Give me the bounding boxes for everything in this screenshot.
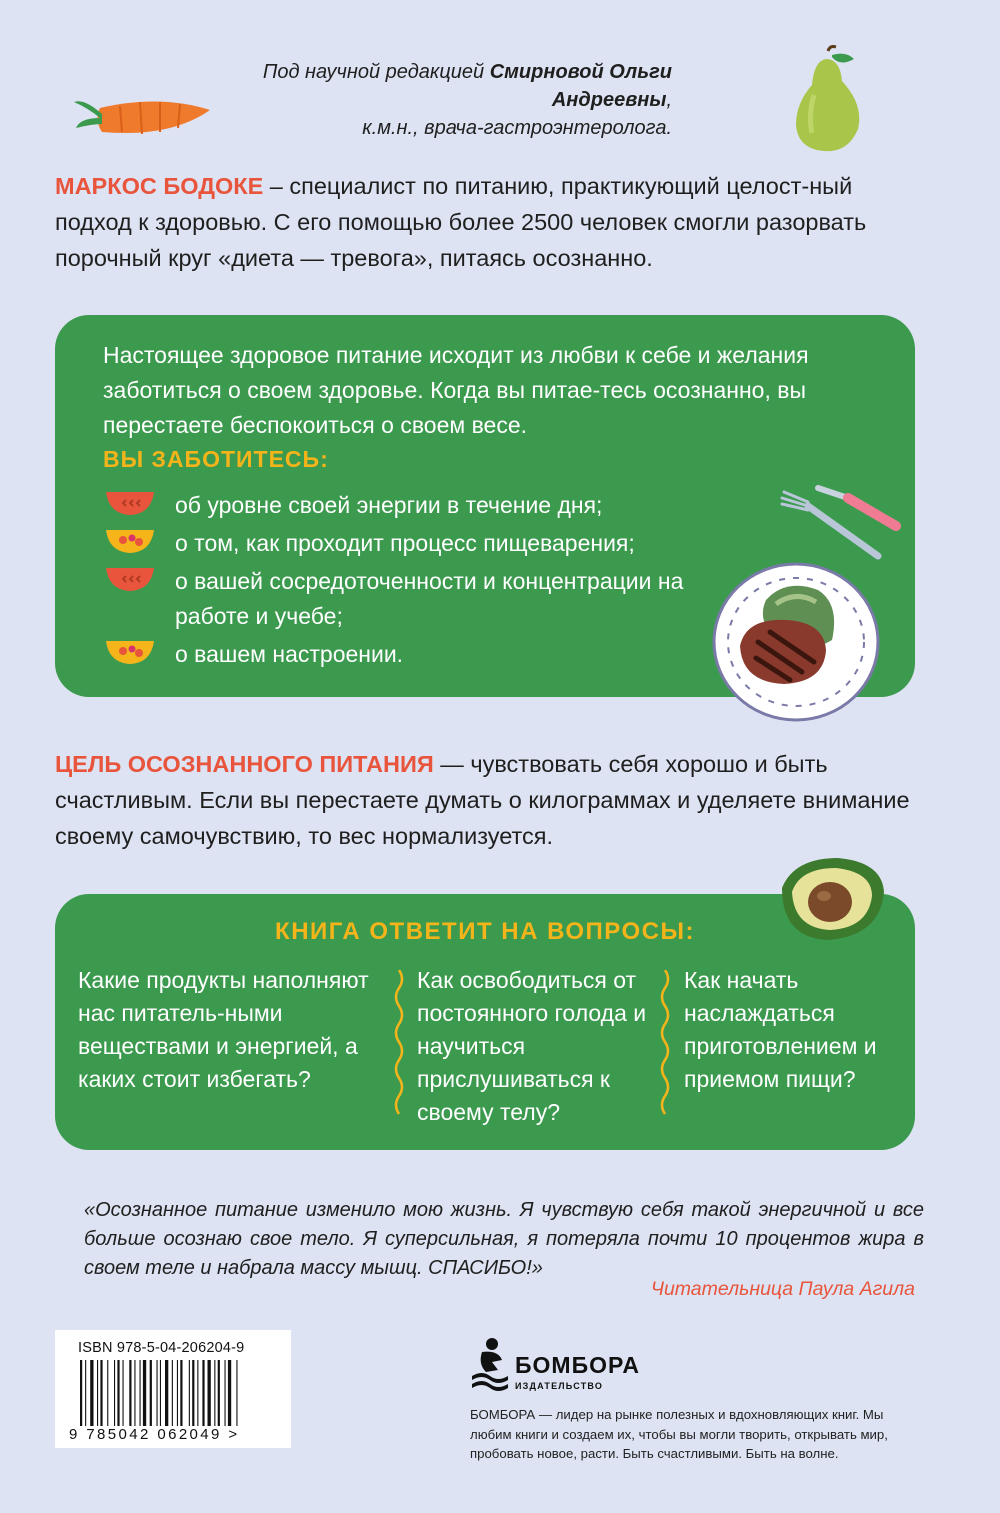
barcode-bar [208, 1360, 211, 1426]
list-item [103, 488, 723, 523]
publisher-subtitle: ИЗДАТЕЛЬСТВО [515, 1381, 604, 1391]
barcode-bar [218, 1360, 220, 1426]
barcode-bar [189, 1360, 190, 1426]
questions-heading: КНИГА ОТВЕТИТ НА ВОПРОСЫ: [275, 918, 695, 945]
review-author: Читательница Паула Агила [650, 1278, 915, 1300]
goal-text: — чувствовать себя хорошо и быть счастливым. Если вы перестаете думать о килограммах и уделяете внимание своему самочувствию, то вес нормализуется. [55, 751, 910, 849]
barcode-bar [214, 1360, 215, 1426]
barcode-bar [180, 1360, 182, 1426]
care-box-text: Настоящее здоровое питание исходит из любви к себе и желания заботиться о своем здоровье. Когда вы питае-тесь осознанно, вы перестаете беспокоиться о своем весе. [103, 342, 809, 438]
question-2: Как освободиться от постоянного голода и научиться прислушиваться к своему телу? [417, 967, 647, 1125]
barcode-bar [129, 1360, 131, 1426]
pear-icon [790, 45, 870, 155]
berry-bowl-icon [105, 528, 155, 554]
list-item [103, 526, 723, 561]
review-quote: «Осознанное питание изменило мою жизнь. Я чувствую себя такой энергичной и все больше осознаю свое тело. Я суперсильная, я потеряла почти 10 процентов жира в своем теле и набрала массу мышц. СПАСИБО!» [84, 1199, 924, 1279]
barcode-bar [160, 1360, 161, 1426]
care-list [103, 488, 723, 672]
editor-name: Смирновой Ольги Андреевны [489, 61, 672, 111]
care-box-heading: ВЫ ЗАБОТИТЕСЬ: [103, 446, 329, 472]
barcode-bar [172, 1360, 173, 1426]
barcode-bar [85, 1360, 86, 1426]
barcode-bar [228, 1360, 231, 1426]
barcode-bar [80, 1360, 82, 1426]
barcode-bar [150, 1360, 152, 1426]
watermelon-bowl-icon [105, 566, 155, 592]
barcode-bar [202, 1360, 204, 1426]
plate-steak-icon [706, 560, 886, 725]
isbn-text: ISBN 978-5-04-206204-9 [78, 1340, 245, 1356]
barcode-bar [192, 1360, 194, 1426]
list-item [103, 564, 723, 634]
wavy-divider [392, 970, 406, 1120]
barcode-bar [97, 1360, 98, 1426]
list-item-text: об уровне своей энергии в течение дня; [175, 492, 603, 518]
goal-paragraph [55, 746, 935, 854]
goal-heading: ЦЕЛЬ ОСОЗНАННОГО ПИТАНИЯ [55, 751, 434, 777]
barcode-bar [197, 1360, 198, 1426]
barcode-image [80, 1360, 276, 1426]
publisher-description: БОМБОРА — лидер на рынке полезных и вдохновляющих книг. Мы любим книги и создаем их, чтобы вы могли творить, открывать мир, пробовать новое, расти. Быть счастливыми. Быть на волне. [470, 1407, 888, 1461]
barcode-bar [123, 1360, 124, 1426]
question-1: Какие продукты наполняют нас питатель-ными веществами и энергией, а каких стоит избегать? [78, 967, 369, 1092]
author-name: МАРКОС БОДОКЕ [55, 173, 264, 199]
barcode-digits: 9 785042 062049 > [69, 1426, 240, 1443]
fork-knife-icon [778, 478, 903, 568]
list-item-text: о вашей сосредоточенности и концентрации на работе и учебе; [175, 568, 684, 629]
barcode-bar [117, 1360, 119, 1426]
barcode-bar [100, 1360, 102, 1426]
barcode-bar [236, 1360, 237, 1426]
wavy-divider [658, 970, 672, 1120]
barcode-bar [165, 1360, 168, 1426]
editor-credit [150, 58, 672, 142]
editor-title: к.м.н., врача-гастроэнтеролога. [362, 117, 672, 139]
barcode-bar [177, 1360, 178, 1426]
barcode-bar [134, 1360, 135, 1426]
bombora-logo-icon [468, 1336, 512, 1396]
watermelon-bowl-icon [105, 490, 155, 516]
author-description: – специалист по питанию, практикующий целост-ный подход к здоровью. С его помощью более 2500 человек смогли разорвать порочный круг «диета — тревога», питаясь осознанно. [55, 173, 867, 271]
barcode-bar [143, 1360, 146, 1426]
publisher-name: БОМБОРА [515, 1352, 640, 1378]
list-item-text: о вашем настроении. [175, 641, 404, 667]
berry-bowl-icon [105, 639, 155, 665]
barcode-bar [90, 1360, 93, 1426]
barcode-bar [140, 1360, 141, 1426]
editor-prefix: Под научной редакцией [262, 61, 490, 83]
barcode-bar [225, 1360, 226, 1426]
barcode-bar [157, 1360, 158, 1426]
barcode-bar [114, 1360, 115, 1426]
author-intro [55, 168, 935, 276]
barcode-bar [107, 1360, 108, 1426]
question-3: Как начать наслаждаться приготовлением и приемом пищи? [684, 967, 877, 1092]
editor-suffix: , [666, 89, 672, 111]
list-item-text: о том, как проходит процесс пищеварения; [175, 530, 635, 556]
list-item [103, 637, 723, 672]
